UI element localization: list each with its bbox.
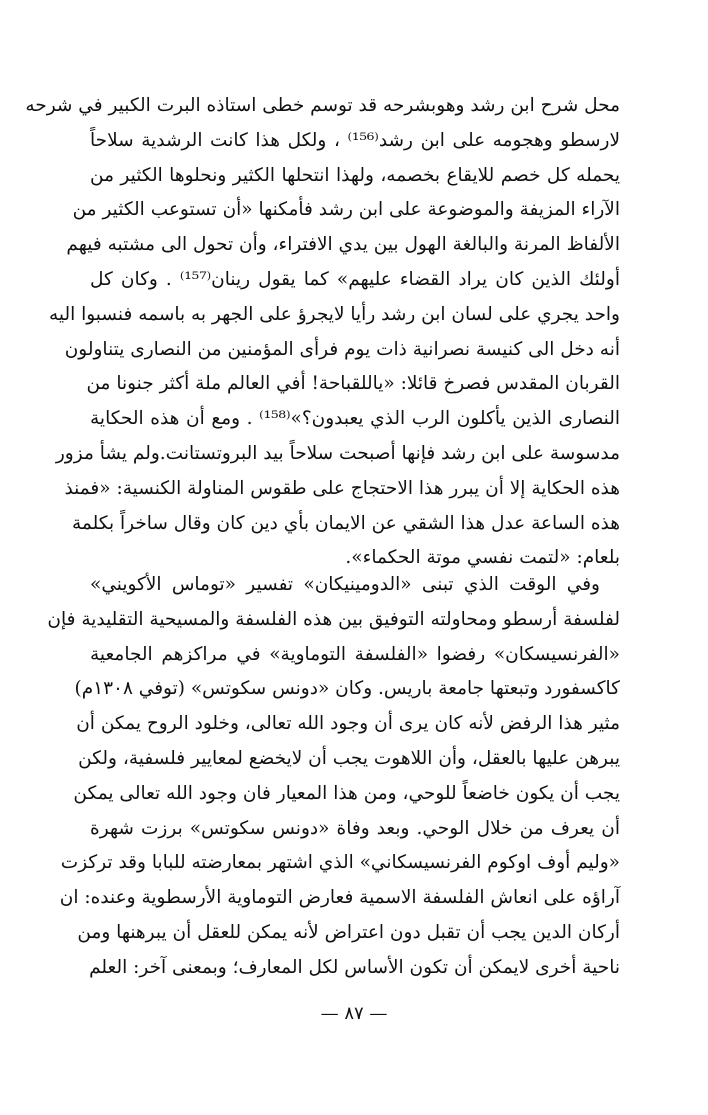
text-line: بلعام: «لتمت نفسي موتة الحكماء».: [345, 547, 620, 569]
text-line: لارسطو وهجومه على ابن رشد⁽¹⁵⁶⁾ ، ولكل هذا كانت الرشدية سلاحاً: [90, 129, 620, 151]
paragraph-2: [47, 568, 620, 986]
text-line: أركان الدين يجب أن تقبل دون اعتراض لأنه يمكن للعقل أن يبرهنها ومن: [77, 921, 620, 943]
text-line: مثير هذا الرفض لأنه كان يرى أن وجود الله تعالى، وخلود الروح يمكن أن: [76, 713, 620, 735]
text-line: ناحية أخرى لايمكن أن تكون الأساس لكل المعارف؛ وبمعنى آخر: العلم: [89, 956, 620, 978]
text-line: يجب أن يكون خاضعاً للوحي، ومن هذا المعيار فان وجود الله تعالى يمكن: [73, 782, 620, 804]
text-line: كاكسفورد وتبعتها جامعة باريس. وكان «دونس سكوتس» (توفي ١٣٠٨م): [74, 678, 620, 700]
text-line: «الفرنسيسكان» رفضوا «الفلسفة التوماوية» في مراكزهم الجامعية: [90, 643, 620, 665]
paragraph-1: [25, 89, 621, 576]
text-line: أنه دخل الى كنيسة نصرانية ذات يوم فرأى المؤمنين من النصارى يتناولون: [64, 338, 620, 360]
text-line: النصارى الذين يأكلون الرب الذي يعبدون؟»⁽¹⁵⁸⁾ . ومع أن هذه الحكاية: [90, 408, 621, 430]
text-line: هذه الحكاية إلا أن يبرر هذا الاحتجاج على طقوس المناولة الكنسية: «فمنذ: [64, 477, 620, 499]
text-line: لفلسفة أرسطو ومحاولته التوفيق بين هذه الفلسفة والمسيحية التقليدية فإن: [47, 608, 620, 630]
text-line: الألفاظ المرنة والبالغة الهول بين يدي الافتراء، وأن تحول الى مشتبه فيهم: [66, 234, 620, 256]
text-line: آراؤه على انعاش الفلسفة الاسمية فعارض التوماوية الأرسطوية وعنده: ان: [59, 887, 620, 909]
text-line: «وليم أوف اوكوم الفرنسيسكاني» الذي اشتهر بمعارضته للبابا وقد تركزت: [60, 852, 620, 874]
text-line: مدسوسة على ابن رشد فإنها أصبحت سلاحاً بيد البروتستانت.ولم يشأ مزور: [55, 442, 620, 464]
text-line: أولئك الذين كان يراد القضاء عليهم» كما يقول رينان⁽¹⁵⁷⁾ . وكان كل: [90, 268, 620, 290]
text-line: أن يعرف من خلال الوحي. وبعد وفاة «دونس سكوتس» برزت شهرة: [90, 817, 620, 839]
text-line: وفي الوقت الذي تبنى «الدومينيكان» تفسير «توماس الأكويني»: [90, 574, 600, 595]
text-line: محل شرح ابن رشد وهوبشرحه قد توسم خطى استاذه البرت الكبير في شرحه: [25, 95, 620, 116]
text-line: واحد يجري على لسان ابن رشد رأيا لايجرؤ على الجهر به باسمه فنسبوا اليه: [48, 303, 620, 325]
text-line: الآراء المزيفة والموضوعة على ابن رشد فأمكنها «أن تستوعب الكثير من: [72, 199, 620, 221]
text-line: القربان المقدس فصرخ قائلا: «ياللقباحة! أفي العالم ملة أكثر جنونا من: [86, 373, 620, 395]
text-line: يبرهن عليها بالعقل، وأن اللاهوت يجب أن لايخضع لمعايير فلسفية، ولكن: [78, 747, 620, 769]
text-line: يحمله كل خصم للايقاع بخصمه، ولهذا انتحلها الكثير ونحلوها الكثير من: [90, 164, 620, 186]
page-number: — ٨٧ —: [320, 1003, 388, 1024]
text-line: هذه الساعة عدل هذا الشقي عن الايمان بأي دين كان وقال ساخراً بكلمة: [72, 512, 620, 534]
